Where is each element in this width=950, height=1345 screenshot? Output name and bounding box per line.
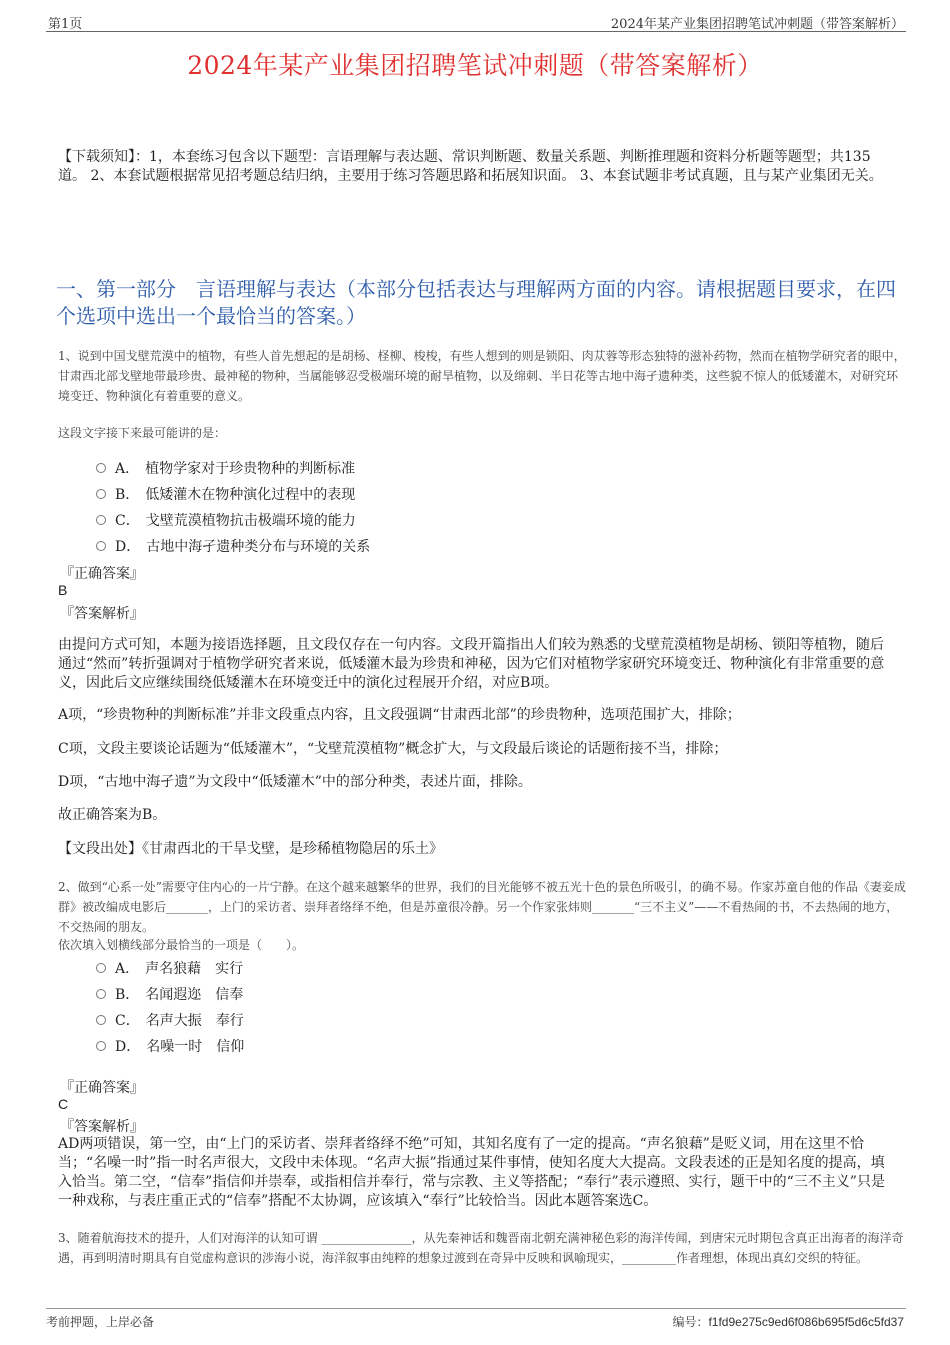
question-1-option-c[interactable] (96, 510, 356, 530)
option-text: 植物学家对于珍贵物种的判断标准 (145, 461, 356, 477)
radio-icon[interactable] (96, 515, 106, 525)
radio-icon[interactable] (96, 963, 106, 973)
option-letter: D． (115, 1039, 141, 1055)
question-2-answer: C (58, 1096, 69, 1112)
footer-divider (46, 1308, 906, 1309)
question-3-text: 3、随着航海技术的提升，人们对海洋的认知可谓 _______________，从先秦神话和魏晋南北朝充满神秘色彩的海洋传闻，到唐宋元时期包含真正出海者的海洋奇遇，再到明清时期具有自觉虚构意识的涉海小说，海洋叙事由纯粹的想象过渡到在奇异中反映和讽喻现实，_________作者理想，体现出真幻交织的特征。 (58, 1231, 904, 1265)
question-1-analysis-d: D项，“古地中海孑遗”为文段中“低矮灌木”中的部分种类，表述片面，排除。 (58, 774, 532, 790)
download-notice: 【下载须知】：1，本套练习包含以下题型：言语理解与表达题、常识判断题、数量关系题、判断推理题和资料分析题等题型；共135道。 2、本套试题根据常见招考题总结归纳，主要用于练习答题思路和拓展知识面。 3、本套试题非考试真题，且与某产业集团无关。 (58, 149, 883, 184)
section-heading: 一、第一部分 言语理解与表达（本部分包括表达与理解两方面的内容。请根据题目要求，在四个选项中选出一个最恰当的答案。） (56, 277, 896, 328)
question-1-option-a[interactable] (96, 458, 355, 478)
question-1-answer-label: 『正确答案』 (60, 566, 144, 582)
option-text: 戈壁荒漠植物抗击极端环境的能力 (145, 513, 356, 529)
question-1-option-b[interactable] (96, 484, 355, 504)
header-divider (46, 31, 906, 32)
question-1-option-d[interactable] (96, 536, 370, 556)
option-text: 低矮灌木在物种演化过程中的表现 (145, 487, 356, 503)
question-2-option-d[interactable] (96, 1036, 244, 1056)
document-id: 编号：f1fd9e275c9ed6f086b695f5d6c5fd37 (672, 1315, 904, 1329)
radio-icon[interactable] (96, 541, 106, 551)
running-header-title: 2024年某产业集团招聘笔试冲刺题（带答案解析） (610, 17, 904, 32)
radio-icon[interactable] (96, 1041, 106, 1051)
question-1-conclusion: 故正确答案为B。 (58, 807, 167, 823)
option-letter: C． (115, 513, 140, 529)
page-number: 第1页 (48, 17, 83, 32)
option-text: 名声大振 奉行 (145, 1013, 244, 1029)
option-letter: A． (115, 461, 140, 477)
option-letter: D． (115, 539, 141, 555)
option-text: 名闻遐迩 信奉 (145, 987, 244, 1003)
radio-icon[interactable] (96, 989, 106, 999)
option-letter: A． (115, 961, 140, 977)
option-letter: C． (115, 1013, 140, 1029)
question-1-source: 【文段出处】《甘肃西北的干旱戈壁，是珍稀植物隐居的乐土》 (58, 841, 443, 857)
question-2-option-a[interactable] (96, 958, 243, 978)
question-2-option-b[interactable] (96, 984, 243, 1004)
question-1-analysis-c: C项，文段主要谈论话题为“低矮灌木”，“戈壁荒漠植物”概念扩大，与文段最后谈论的话题衔接不当，排除； (58, 741, 728, 757)
question-2-answer-label: 『正确答案』 (60, 1080, 144, 1096)
question-1-text: 1、说到中国戈壁荒漠中的植物，有些人首先想起的是胡杨、柽柳、梭梭，有些人想到的则是锁阳、肉苁蓉等形态独特的滋补药物，然而在植物学研究者的眼中，甘肃西北部戈壁地带最珍贵、最神秘的物种，当属能够忍受极端环境的耐旱植物，以及绵刺、半日花等古地中海孑遗种类，这些貌不惊人的低矮灌木，对研究环境变迁、物种演化有着重要的意义。 (58, 349, 906, 403)
radio-icon[interactable] (96, 1015, 106, 1025)
question-1-analysis-label: 『答案解析』 (60, 606, 144, 622)
question-1-answer: B (58, 582, 68, 598)
option-letter: B． (115, 987, 140, 1003)
question-1-analysis-a: A项，“珍贵物种的判断标准”并非文段重点内容，且文段强调“甘肃西北部”的珍贵物种，选项范围扩大，排除； (58, 707, 741, 723)
option-text: 古地中海孑遗种类分布与环境的关系 (146, 539, 371, 555)
document-title: 2024年某产业集团招聘笔试冲刺题（带答案解析） (187, 51, 763, 80)
question-1-analysis-main: 由提问方式可知，本题为接语选择题，且文段仅存在一句内容。文段开篇指出人们较为熟悉的戈壁荒漠植物是胡杨、锁阳等植物，随后通过“然而”转折强调对于植物学研究者来说，低矮灌木最为珍贵和神秘，因为它们对植物学家研究环境变迁、物种演化有非常重要的意义，因此后文应继续围绕低矮灌木在环境变迁中的演化过程展开介绍，对应B项。 (58, 637, 885, 691)
footer-slogan: 考前押题，上岸必备 (46, 1315, 155, 1329)
option-text: 名噪一时 信仰 (146, 1039, 245, 1055)
radio-icon[interactable] (96, 463, 106, 473)
question-2-option-c[interactable] (96, 1010, 244, 1030)
question-2-prompt: 依次填入划横线部分最恰当的一项是（ ）。 (58, 938, 305, 952)
option-letter: B． (115, 487, 140, 503)
question-2-text: 2、做到“心系一处”需要守住内心的一片宁静。在这个越来越繁华的世界，我们的目光能够不被五光十色的景色所吸引，的确不易。作家苏童自他的作品《妻妾成群》被改编成电影后_______，上门的采访者、崇拜者络绎不绝，但是苏童很冷静。另一个作家张炜则_______“三不主义”——不看热闹的书，不去热闹的地方，不交热闹的朋友。 (58, 880, 906, 934)
question-2-analysis: AD两项错误，第一空，由“上门的采访者、崇拜者络绎不绝”可知，其知名度有了一定的提高。“声名狼藉”是贬义词，用在这里不恰当；“名噪一时”指一时名声很大，文段中未体现。“名声大振”指通过某件事情，使知名度大大提高。文段表述的正是知名度的提高，填入恰当。第二空，“信奉”指信仰并崇奉，或指相信并奉行，常与宗教、主义等搭配；“奉行”表示遵照、实行，题干中的“三不主义”只是一种戏称，与表庄重正式的“信奉”搭配不太协调，应该填入“奉行”比较恰当。因此本题答案选C。 (58, 1136, 885, 1209)
question-1-prompt: 这段文字接下来最可能讲的是： (58, 426, 227, 440)
question-2-analysis-label: 『答案解析』 (60, 1119, 144, 1135)
option-text: 声名狼藉 实行 (145, 961, 244, 977)
radio-icon[interactable] (96, 489, 106, 499)
